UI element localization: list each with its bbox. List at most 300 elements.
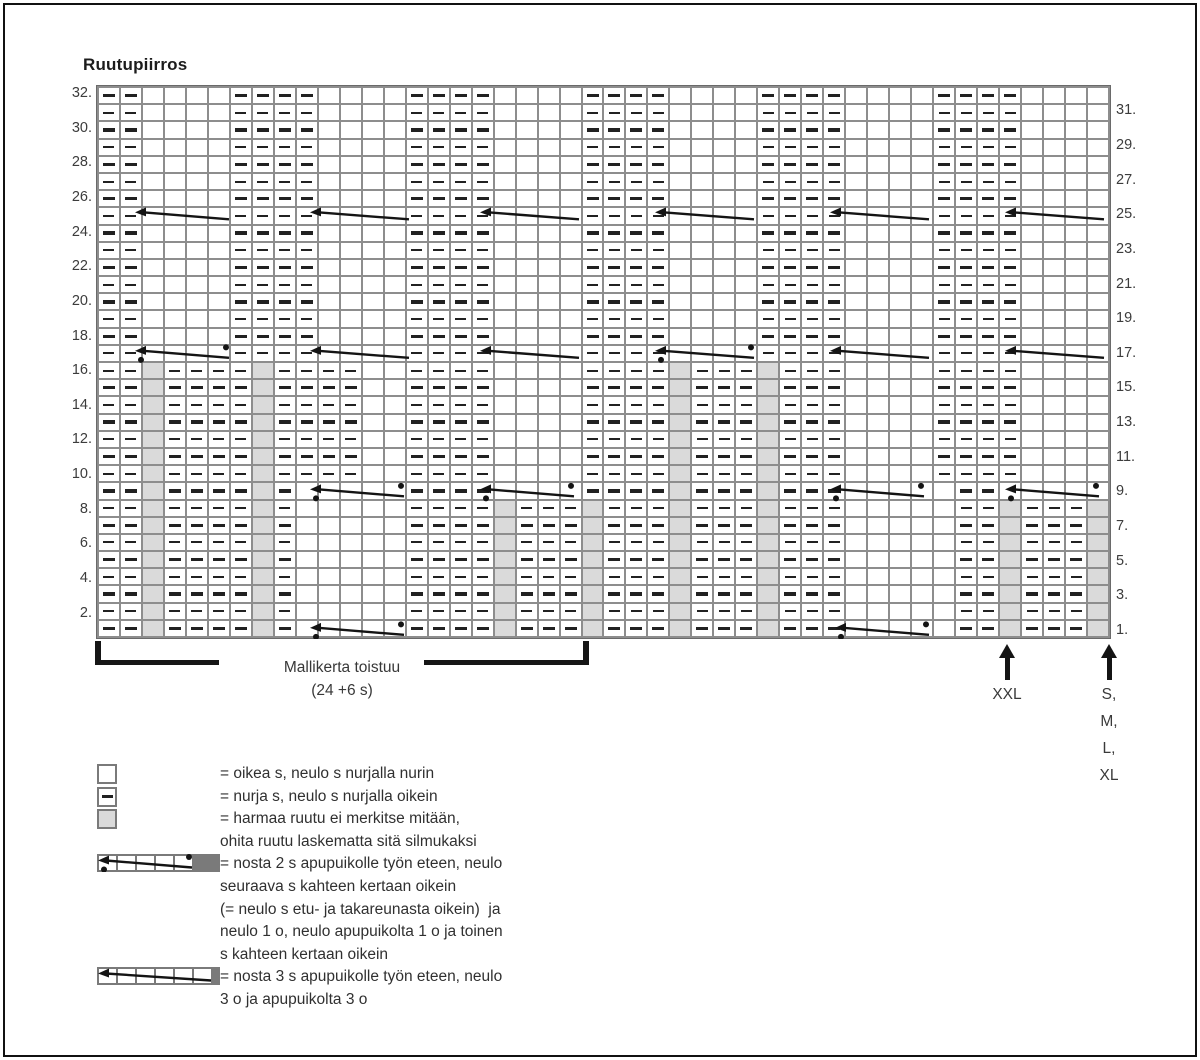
purl-cell: [802, 191, 822, 206]
purl-dash-icon: [279, 507, 290, 509]
purl-cell: [99, 501, 119, 516]
knit-cell: [187, 105, 207, 120]
purl-cell: [758, 311, 778, 326]
gray-no-stitch-cell: [143, 586, 163, 601]
knit-cell: [297, 483, 317, 498]
purl-cell: [429, 346, 449, 361]
purl-dash-icon: [411, 541, 422, 543]
purl-cell: [473, 226, 493, 241]
purl-cell: [648, 380, 668, 395]
purl-cell: [934, 140, 954, 155]
purl-cell: [297, 157, 317, 172]
purl-dash-icon: [807, 610, 818, 612]
purl-dash-icon: [961, 473, 972, 475]
purl-cell: [824, 415, 844, 430]
purl-cell: [780, 586, 800, 601]
knit-cell: [692, 191, 712, 206]
purl-cell: [165, 415, 185, 430]
purl-dash-icon: [652, 266, 664, 269]
purl-dash-icon: [191, 386, 203, 389]
knit-cell: [846, 243, 866, 258]
knit-cell: [868, 174, 888, 189]
purl-dash-icon: [982, 163, 994, 166]
repeat-count-label: (24 +6 s): [311, 682, 373, 699]
purl-cell: [407, 449, 427, 464]
purl-cell: [473, 174, 493, 189]
gray-no-stitch-cell: [253, 552, 273, 567]
purl-cell: [1000, 294, 1020, 309]
purl-cell: [583, 140, 603, 155]
knit-cell: [561, 346, 581, 361]
row-label-right: 11.: [1116, 448, 1136, 465]
knit-cell: [1088, 122, 1108, 137]
purl-dash-icon: [653, 215, 664, 217]
purl-cell: [341, 432, 361, 447]
purl-cell: [297, 174, 317, 189]
purl-dash-icon: [609, 610, 620, 612]
knit-cell: [561, 380, 581, 395]
purl-dash-icon: [807, 146, 818, 148]
purl-cell: [1044, 518, 1064, 533]
purl-cell: [231, 226, 251, 241]
purl-dash-icon: [103, 181, 114, 183]
purl-cell: [407, 569, 427, 584]
purl-dash-icon: [741, 541, 752, 543]
purl-cell: [934, 329, 954, 344]
purl-dash-icon: [1004, 163, 1016, 166]
purl-cell: [824, 329, 844, 344]
purl-dash-icon: [631, 318, 642, 320]
purl-cell: [692, 518, 712, 533]
knit-cell: [363, 604, 383, 619]
purl-cell: [429, 604, 449, 619]
knit-cell: [385, 122, 405, 137]
purl-dash-icon: [631, 541, 642, 543]
purl-cell: [802, 243, 822, 258]
purl-cell: [319, 449, 339, 464]
purl-dash-icon: [191, 489, 203, 492]
knit-cell: [868, 449, 888, 464]
purl-cell: [429, 415, 449, 430]
purl-cell: [978, 518, 998, 533]
purl-cell: [978, 552, 998, 567]
knit-cell: [890, 363, 910, 378]
knit-cell: [736, 140, 756, 155]
purl-cell: [824, 311, 844, 326]
purl-dash-icon: [587, 181, 598, 183]
knit-cell: [517, 483, 537, 498]
purl-dash-icon: [477, 438, 488, 440]
purl-dash-icon: [279, 181, 290, 183]
purl-dash-icon: [301, 386, 313, 389]
purl-cell: [714, 518, 734, 533]
knit-cell: [670, 346, 690, 361]
purl-cell: [978, 449, 998, 464]
knit-cell: [736, 294, 756, 309]
purl-cell: [780, 621, 800, 636]
knit-cell: [165, 157, 185, 172]
purl-dash-icon: [983, 438, 994, 440]
knit-cell: [1044, 483, 1064, 498]
purl-cell: [978, 415, 998, 430]
purl-cell: [780, 449, 800, 464]
knit-cell: [561, 415, 581, 430]
knit-cell: [363, 311, 383, 326]
purl-dash-icon: [829, 507, 840, 509]
purl-dash-icon: [301, 197, 313, 200]
knit-cell: [868, 397, 888, 412]
purl-dash-icon: [279, 284, 290, 286]
knit-cell: [143, 88, 163, 103]
purl-cell: [1000, 157, 1020, 172]
purl-dash-icon: [301, 370, 312, 372]
knit-cell: [868, 105, 888, 120]
purl-dash-icon: [718, 489, 730, 492]
purl-cell: [802, 604, 822, 619]
gray-no-stitch-cell: [495, 535, 515, 550]
purl-cell: [473, 397, 493, 412]
size-arrow-shaft: [1107, 656, 1112, 680]
purl-dash-icon: [939, 370, 950, 372]
purl-cell: [407, 294, 427, 309]
purl-cell: [429, 466, 449, 481]
purl-dash-icon: [301, 352, 312, 354]
purl-dash-icon: [455, 249, 466, 251]
purl-dash-icon: [257, 300, 269, 303]
purl-dash-icon: [1049, 541, 1060, 543]
purl-dash-icon: [477, 197, 489, 200]
purl-dash-icon: [455, 610, 466, 612]
purl-cell: [1000, 105, 1020, 120]
knit-cell: [736, 226, 756, 241]
purl-dash-icon: [455, 128, 467, 131]
knit-cell: [363, 621, 383, 636]
knit-cell: [495, 191, 515, 206]
purl-cell: [121, 122, 141, 137]
knit-cell: [363, 294, 383, 309]
purl-dash-icon: [785, 249, 796, 251]
purl-cell: [253, 88, 273, 103]
knit-cell: [1044, 122, 1064, 137]
purl-cell: [648, 501, 668, 516]
purl-dash-icon: [213, 404, 224, 406]
purl-dash-icon: [784, 558, 796, 561]
purl-cell: [451, 621, 471, 636]
purl-dash-icon: [433, 507, 444, 509]
purl-cell: [209, 432, 229, 447]
knit-cell: [319, 260, 339, 275]
knit-cell: [517, 226, 537, 241]
purl-dash-icon: [213, 489, 225, 492]
purl-dash-icon: [1005, 112, 1016, 114]
purl-dash-icon: [652, 524, 664, 527]
purl-dash-icon: [828, 592, 840, 595]
purl-cell: [429, 380, 449, 395]
purl-dash-icon: [455, 627, 467, 630]
purl-dash-icon: [455, 524, 467, 527]
purl-dash-icon: [587, 455, 599, 458]
purl-dash-icon: [169, 455, 181, 458]
knit-cell: [319, 483, 339, 498]
purl-cell: [297, 105, 317, 120]
purl-dash-icon: [125, 404, 136, 406]
purl-cell: [736, 483, 756, 498]
purl-cell: [539, 518, 559, 533]
purl-cell: [780, 552, 800, 567]
knit-cell: [1066, 363, 1086, 378]
purl-dash-icon: [828, 627, 840, 630]
purl-cell: [407, 363, 427, 378]
purl-cell: [736, 466, 756, 481]
purl-cell: [1044, 586, 1064, 601]
gray-no-stitch-cell: [143, 380, 163, 395]
purl-cell: [626, 243, 646, 258]
purl-cell: [714, 363, 734, 378]
purl-cell: [604, 466, 624, 481]
knit-cell: [890, 397, 910, 412]
purl-cell: [692, 552, 712, 567]
purl-cell: [956, 621, 976, 636]
knit-cell: [736, 277, 756, 292]
purl-cell: [253, 346, 273, 361]
purl-dash-icon: [169, 576, 180, 578]
knit-cell: [1044, 243, 1064, 258]
purl-dash-icon: [411, 318, 422, 320]
knit-cell: [495, 208, 515, 223]
purl-dash-icon: [741, 610, 752, 612]
gray-no-stitch-cell: [670, 363, 690, 378]
purl-dash-icon: [455, 541, 466, 543]
purl-cell: [451, 586, 471, 601]
purl-cell: [1066, 569, 1086, 584]
knit-cell: [1088, 105, 1108, 120]
gray-no-stitch-cell: [253, 415, 273, 430]
purl-dash-icon: [103, 610, 114, 612]
purl-dash-icon: [828, 128, 840, 131]
purl-cell: [473, 294, 493, 309]
knit-cell: [1066, 483, 1086, 498]
knit-cell: [341, 208, 361, 223]
purl-cell: [429, 88, 449, 103]
knit-cell: [143, 311, 163, 326]
purl-cell: [956, 174, 976, 189]
knit-cell: [1088, 88, 1108, 103]
purl-cell: [648, 157, 668, 172]
purl-dash-icon: [587, 94, 599, 97]
purl-cell: [121, 483, 141, 498]
purl-cell: [648, 174, 668, 189]
purl-cell: [934, 449, 954, 464]
purl-cell: [780, 432, 800, 447]
purl-dash-icon: [301, 438, 312, 440]
purl-cell: [231, 586, 251, 601]
legend-item: [97, 966, 637, 1011]
purl-cell: [451, 174, 471, 189]
purl-dash-icon: [213, 370, 224, 372]
knit-cell: [517, 122, 537, 137]
purl-cell: [780, 569, 800, 584]
purl-cell: [473, 466, 493, 481]
purl-dash-icon: [477, 507, 488, 509]
purl-cell: [692, 586, 712, 601]
knit-cell: [385, 432, 405, 447]
knit-cell: [363, 380, 383, 395]
knit-cell: [912, 174, 932, 189]
purl-dash-icon: [1048, 627, 1060, 630]
knit-cell: [385, 604, 405, 619]
knit-cell: [539, 346, 559, 361]
purl-dash-icon: [696, 420, 708, 423]
purl-cell: [758, 329, 778, 344]
knit-cell: [846, 363, 866, 378]
knit-cell: [319, 569, 339, 584]
purl-cell: [824, 552, 844, 567]
knit-cell: [1066, 380, 1086, 395]
gray-no-stitch-cell: [758, 535, 778, 550]
purl-cell: [802, 157, 822, 172]
knit-cell: [363, 449, 383, 464]
purl-cell: [275, 260, 295, 275]
purl-cell: [231, 260, 251, 275]
purl-dash-icon: [103, 455, 115, 458]
purl-dash-icon: [235, 627, 247, 630]
knit-cell: [363, 243, 383, 258]
knit-cell: [912, 466, 932, 481]
knit-cell: [846, 277, 866, 292]
purl-cell: [407, 415, 427, 430]
purl-cell: [451, 449, 471, 464]
purl-cell: [978, 569, 998, 584]
purl-cell: [121, 191, 141, 206]
knit-cell: [517, 397, 537, 412]
purl-cell: [648, 329, 668, 344]
purl-dash-icon: [719, 370, 730, 372]
knit-cell: [517, 466, 537, 481]
purl-cell: [319, 397, 339, 412]
purl-dash-icon: [301, 94, 313, 97]
knit-cell: [736, 88, 756, 103]
purl-dash-icon: [587, 112, 598, 114]
purl-cell: [824, 432, 844, 447]
purl-dash-icon: [257, 112, 268, 114]
knit-cell: [341, 122, 361, 137]
purl-cell: [121, 552, 141, 567]
purl-dash-icon: [608, 163, 620, 166]
purl-dash-icon: [235, 576, 246, 578]
purl-cell: [121, 380, 141, 395]
knit-cell: [385, 140, 405, 155]
purl-cell: [297, 329, 317, 344]
knit-cell: [143, 329, 163, 344]
purl-dash-icon: [719, 576, 730, 578]
purl-dash-icon: [762, 300, 774, 303]
purl-dash-icon: [455, 318, 466, 320]
knit-cell: [736, 157, 756, 172]
knit-cell: [495, 432, 515, 447]
purl-cell: [1000, 88, 1020, 103]
purl-cell: [473, 586, 493, 601]
purl-dash-icon: [982, 197, 994, 200]
gray-no-stitch-cell: [253, 397, 273, 412]
purl-dash-icon: [279, 163, 291, 166]
purl-cell: [121, 397, 141, 412]
knit-cell: [341, 621, 361, 636]
purl-dash-icon: [477, 455, 489, 458]
repeat-label: Mallikerta toistuu: [283, 659, 401, 676]
purl-dash-icon: [323, 473, 334, 475]
knit-cell: [539, 466, 559, 481]
purl-cell: [297, 277, 317, 292]
purl-dash-icon: [609, 284, 620, 286]
purl-dash-icon: [697, 473, 708, 475]
purl-cell: [231, 518, 251, 533]
purl-dash-icon: [960, 231, 972, 234]
purl-cell: [451, 88, 471, 103]
knit-cell: [1022, 294, 1042, 309]
purl-dash-icon: [1071, 507, 1082, 509]
knit-cell: [187, 122, 207, 137]
purl-dash-icon: [785, 541, 796, 543]
knit-cell: [714, 294, 734, 309]
purl-cell: [451, 604, 471, 619]
purl-cell: [780, 174, 800, 189]
purl-cell: [407, 105, 427, 120]
row-label-left: 24.: [71, 223, 92, 240]
purl-cell: [253, 294, 273, 309]
purl-dash-icon: [169, 438, 180, 440]
purl-cell: [604, 277, 624, 292]
purl-dash-icon: [301, 128, 313, 131]
purl-dash-icon: [939, 404, 950, 406]
purl-dash-icon: [983, 249, 994, 251]
purl-dash-icon: [1027, 576, 1038, 578]
purl-cell: [99, 535, 119, 550]
purl-cell: [780, 226, 800, 241]
row-label-right: 3.: [1116, 587, 1129, 604]
gray-no-stitch-cell: [758, 518, 778, 533]
knit-cell: [868, 277, 888, 292]
purl-dash-icon: [411, 455, 423, 458]
purl-dash-icon: [1004, 300, 1016, 303]
purl-cell: [451, 501, 471, 516]
purl-dash-icon: [257, 146, 268, 148]
purl-cell: [692, 415, 712, 430]
purl-dash-icon: [433, 524, 445, 527]
purl-cell: [451, 122, 471, 137]
purl-cell: [539, 621, 559, 636]
purl-dash-icon: [806, 266, 818, 269]
purl-dash-icon: [411, 420, 423, 423]
gray-no-stitch-cell: [143, 604, 163, 619]
gray-no-stitch-cell: [253, 432, 273, 447]
purl-cell: [275, 518, 295, 533]
purl-cell: [978, 174, 998, 189]
purl-dash-icon: [433, 300, 445, 303]
row-label-left: 10.: [71, 466, 92, 483]
purl-cell: [231, 346, 251, 361]
knit-cell: [846, 226, 866, 241]
purl-cell: [451, 243, 471, 258]
knit-cell: [846, 483, 866, 498]
purl-cell: [275, 208, 295, 223]
purl-cell: [648, 586, 668, 601]
gray-no-stitch-cell: [758, 604, 778, 619]
purl-dash-icon: [1070, 592, 1082, 595]
gray-no-stitch-cell: [1000, 501, 1020, 516]
purl-cell: [1000, 363, 1020, 378]
purl-cell: [714, 466, 734, 481]
purl-cell: [648, 311, 668, 326]
